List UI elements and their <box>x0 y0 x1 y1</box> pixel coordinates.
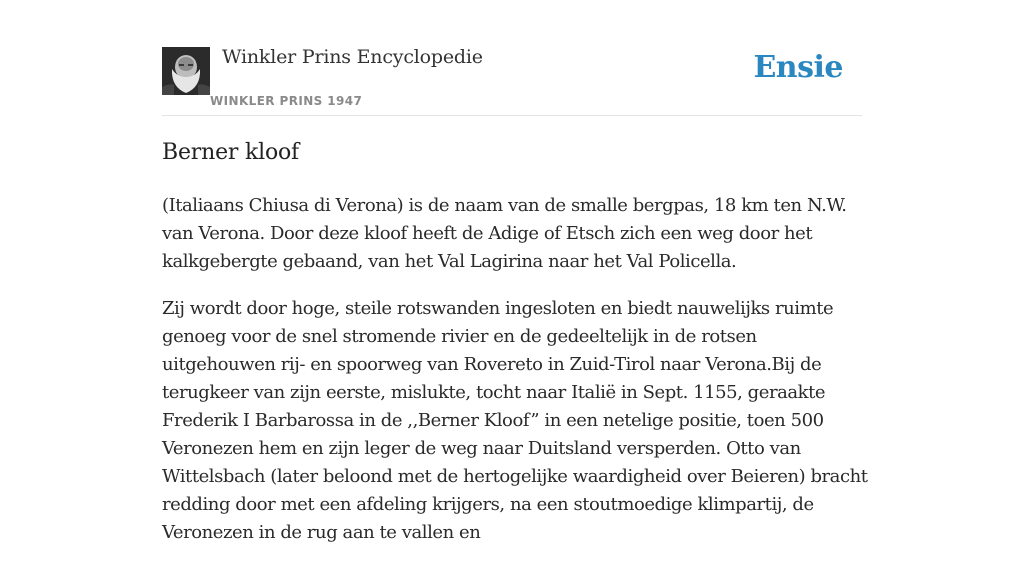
article-body <box>162 192 868 566</box>
publication-subtitle[interactable]: WINKLER PRINS 1947 <box>210 94 363 108</box>
article-paragraph: Zij wordt door hoge, steile rotswanden ingesloten en biedt nauwelijks ruimte genoeg voor de snel stromende rivier en de gedeeltelijk in de rotsen uitgehouwen rij- en spoorweg van Rovereto in Zuid-Tirol naar Verona.Bij de terugkeer van zijn eerste, mislukte, tocht naar Italië in Sept. 1155, geraakte Frederik I Barbarossa in de ,,Berner Kloof” in een netelige positie, toen 500 Veronezen hem en zijn leger de weg naar Duitsland versperden. Otto van Wittelsbach (later beloond met de hertogelijke waardigheid over Beieren) bracht redding door met een afdeling krijgers, na een stoutmoedige klimpartij, de Veronezen in de rug aan te vallen en <box>162 298 868 543</box>
article-paragraph: (Italiaans Chiusa di Verona) is de naam van de smalle bergpas, 18 km ten N.W. van Verona. Door deze kloof heeft de Adige of Etsch zich een weg door het kalkgebergte gebaand, van het Val Lagirina naar het Val Policella. <box>162 195 847 272</box>
article-title: Berner kloof <box>162 140 300 165</box>
site-header <box>162 40 862 116</box>
bearded-man-portrait-icon[interactable] <box>162 47 210 95</box>
publication-title[interactable]: Winkler Prins Encyclopedie <box>222 46 483 68</box>
ensie-logo-link[interactable]: Ensie <box>753 50 843 85</box>
